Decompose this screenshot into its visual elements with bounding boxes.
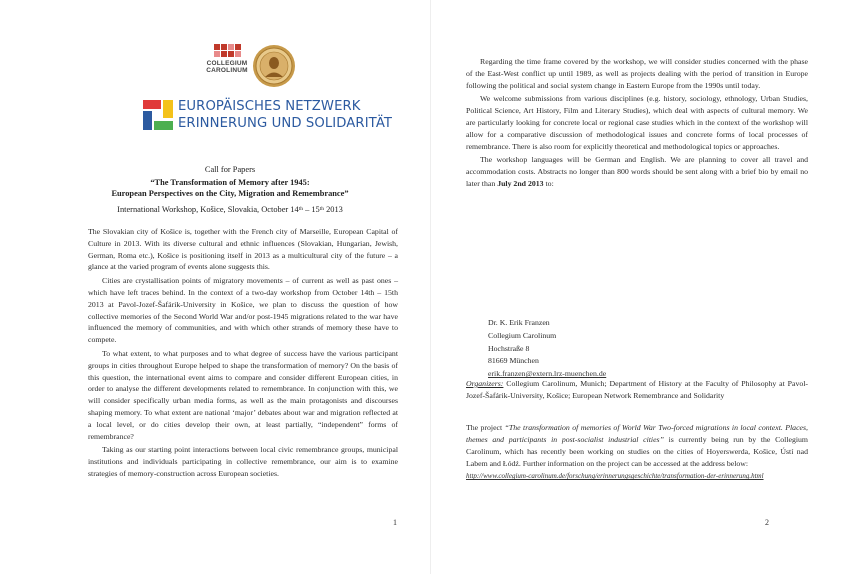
paragraph-text: The workshop languages will be German and English. We are planning to cover all travel and accommodation costs. Abstracts no longer than 800 words should be sent along with a brief bio by email no later than (466, 155, 808, 188)
logo-square (235, 44, 241, 50)
logo-square (214, 44, 220, 50)
logo-square (228, 44, 234, 50)
project-text: The project (466, 423, 505, 432)
project-url-link[interactable]: http://www.collegium-carolinum.de/forschung/erinnerungsgeschichte/transformation-der-erinnerung.html (466, 472, 764, 480)
collegium-carolinum-logo (206, 44, 248, 92)
workshop-text: – 15 (302, 205, 320, 214)
university-seal-icon (252, 44, 296, 88)
workshop-text: International Workshop, Košice, Slovakia, October 14 (117, 205, 299, 214)
logo-square (214, 51, 220, 57)
deadline-date: July 2nd 2013 (497, 178, 544, 188)
right-body-text (466, 56, 808, 192)
paragraph (466, 154, 808, 189)
project-title: “The transformation of memories of World War Two-forced migrations in local context. Places, themes and participants in post-socialist industrial cities” (466, 423, 808, 444)
network-logo (143, 97, 393, 133)
contact-city: 81669 München (488, 356, 539, 366)
project-text: is currently being run by the Collegium Carolinum, which has recently been working on studies on the cities of Hoyerswerda, Košice, Ústí nad Labem and Łódź. Further information on the project can be accessed at the address below: (466, 435, 808, 468)
logo-square (221, 51, 227, 57)
page-2 (431, 0, 861, 574)
logo-square (221, 44, 227, 50)
logo-square (235, 51, 241, 57)
paragraph: Taking as our starting point interactions between local civic remembrance groups, municipal institutions and individuals participating in collective remembrance, our aim is to examine strategies of memory-construction across European societies. (88, 445, 398, 478)
logo-text-line1: COLLEGIUM (206, 60, 248, 67)
workshop-info (60, 205, 400, 216)
paragraph-text: to: (543, 178, 554, 188)
paragraph: We welcome submissions from various disciplines (e.g. history, sociology, ethnology, Urban Studies, Political Science, Art History, Film and Literary Studies), which deal with aspects of cultural memory. We are particularly looking for concrete local or regional case studies which in the context of the workshop will allow for a comparative discussion of methodological issues and concrete forms of local processes of remembrance. There is also room for explicitly theoretical and methodological topics or approaches. (466, 94, 808, 151)
project-section (466, 422, 808, 482)
logo-squares-icon (214, 44, 241, 57)
logo-square (228, 51, 234, 57)
organizers-text: Collegium Carolinum, Munich; Department of History at the Faculty of Philosophy at Pavol-Jozef-Šafárik-University, Košice; European Network Remembrance and Solidarity (466, 379, 808, 400)
organizers-section (466, 378, 808, 402)
superscript: th (298, 206, 303, 212)
page-number: 1 (393, 518, 397, 527)
page-number: 2 (765, 518, 769, 527)
paragraph: To what extent, to what purposes and to what degree of success have the various participant groups in cities throughout Europe helped to shape the transformation of memory? On the basis of this question, the international event aims to compare and consider different European cities, in order to analyse the different developments related to remembrance. In conjunction with this, we will consider specifically urban media forms, as well as the main protagonists and discourses shaping memory. To what extent are national ‘major’ debates about war and migration reflected at a local level, or do cities develop their own, at least partially, “independent” forms of remembrance? (88, 348, 398, 441)
document-title: “The Transformation of Memory after 1945: (150, 178, 310, 187)
logo-text-line2: CAROLINUM (206, 67, 248, 74)
contact-email-link[interactable]: erik.franzen@extern.lrz-muenchen.de (488, 369, 607, 379)
contact-address (488, 317, 606, 381)
organizers-label: Organizers: (466, 379, 504, 388)
paragraph: Cities are crystallisation points of migratory movements – of current as well as past ones – which have left traces behind. In the context of a two-day workshop from October 14th – 15th 2013 at Pavol-Jozef-Šafárik-University in Košice, we plan to discuss the question of how collective memories of the Second World War and/or post-1945 migrations related to the war have influenced the memory of communities, and with which other strands of memory these have to compete. (88, 276, 398, 345)
contact-street: Hochstraße 8 (488, 343, 530, 353)
paragraph: The Slovakian city of Košice is, together with the French city of Marseille, European Capital of Culture in 2013. With its diverse cultural and ethnic influences (Slovakian, Hungarian, Jewish, German, Roma etc.), Košice is positioning itself in 2013 as a multicultural city of the future – a glance at the varied program of events alone suggests this. (88, 227, 398, 272)
network-name-line2: ERINNERUNG UND SOLIDARITÄT (178, 116, 393, 131)
paragraph: Regarding the time frame covered by the workshop, we will consider studies concerned with the phase of the East-West conflict up until 1989, as well as projects dealing with the period of transition in Europe following the political and social system change in Eastern Europe from the 1990s until today. (466, 57, 808, 90)
document-subtitle: European Perspectives on the City, Migration and Remembrance” (111, 189, 349, 198)
contact-institution: Collegium Carolinum (488, 330, 557, 340)
left-body-text (88, 226, 398, 482)
network-mark-icon (143, 100, 173, 130)
page-1 (0, 0, 430, 574)
superscript: th (319, 206, 324, 212)
network-name-line1: EUROPÄISCHES NETZWERK (178, 99, 361, 114)
workshop-text: 2013 (324, 205, 343, 214)
call-for-papers-label: Call for Papers (204, 165, 256, 174)
contact-name: Dr. K. Erik Franzen (488, 318, 550, 327)
